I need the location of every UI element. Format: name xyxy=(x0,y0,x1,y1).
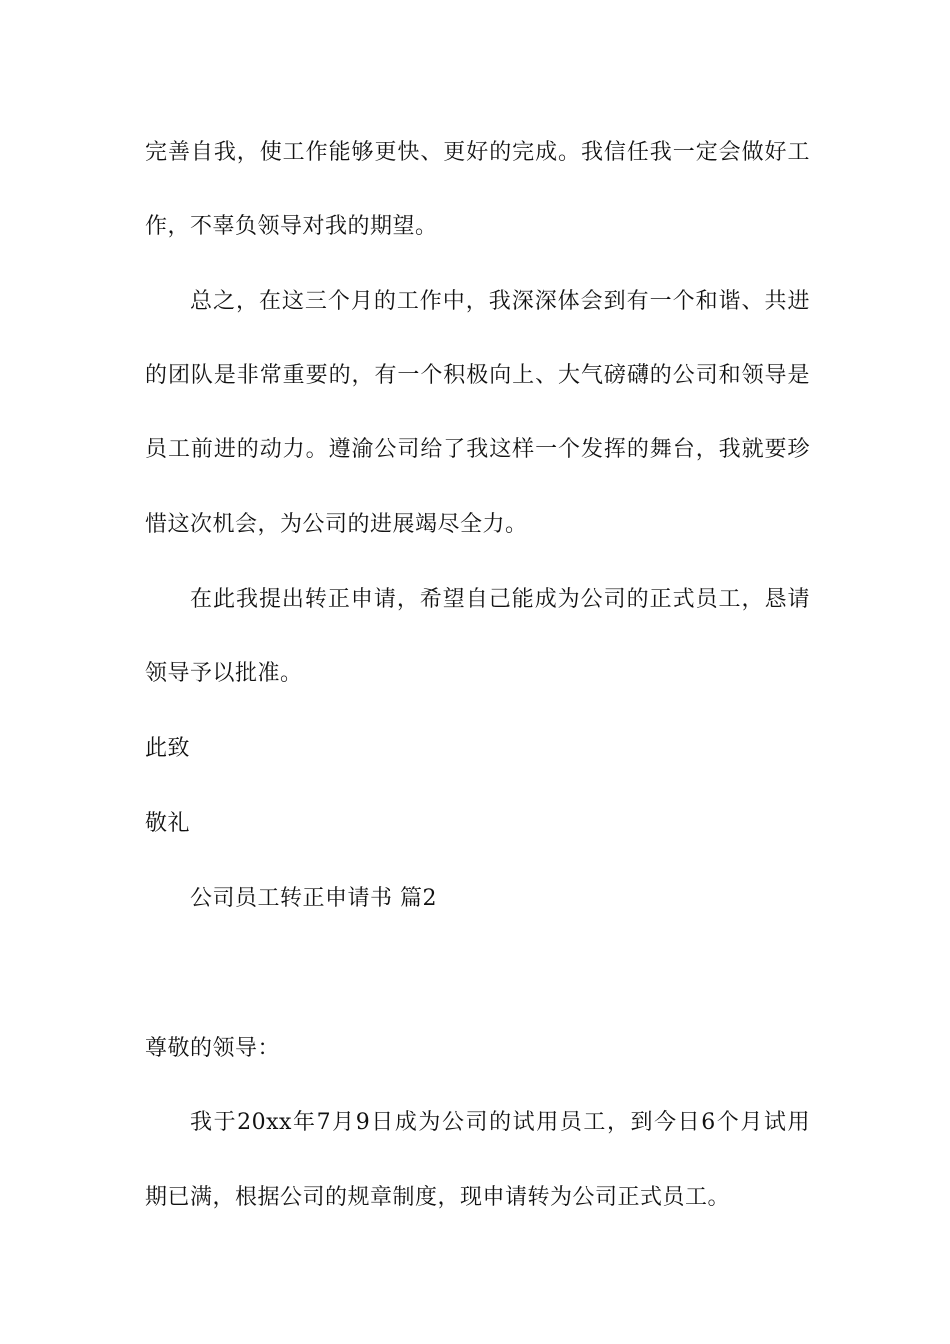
paragraph-line-9: 我于20xx年7月9日成为公司的试用员工，到今日6个月试用 xyxy=(190,1110,810,1135)
paragraph-line-10: 期已满，根据公司的规章制度，现申请转为公司正式员工。 xyxy=(145,1185,731,1210)
paragraph-line-3: 总之，在这三个月的工作中，我深深体会到有一个和谐、共进 xyxy=(190,289,810,314)
paragraph-line-2: 作，不辜负领导对我的期望。 xyxy=(145,214,438,239)
paragraph-line-6: 惜这次机会，为公司的进展竭尽全力。 xyxy=(145,512,528,537)
closing-salutation: 此致 xyxy=(145,736,191,761)
section-title: 公司员工转正申请书 篇2 xyxy=(190,886,437,911)
closing-regards: 敬礼 xyxy=(145,811,191,836)
paragraph-line-4: 的团队是非常重要的，有一个积极向上、大气磅礴的公司和领导是 xyxy=(145,363,810,388)
paragraph-line-7: 在此我提出转正申请，希望自己能成为公司的正式员工，恳请 xyxy=(190,587,810,612)
letter-greeting: 尊敬的领导： xyxy=(145,1036,281,1061)
paragraph-line-1: 完善自我，使工作能够更快、更好的完成。我信任我一定会做好工 xyxy=(145,140,810,165)
paragraph-line-8: 领导予以批准。 xyxy=(145,661,303,686)
paragraph-line-5: 员工前进的动力。遵渝公司给了我这样一个发挥的舞台，我就要珍 xyxy=(145,437,810,462)
